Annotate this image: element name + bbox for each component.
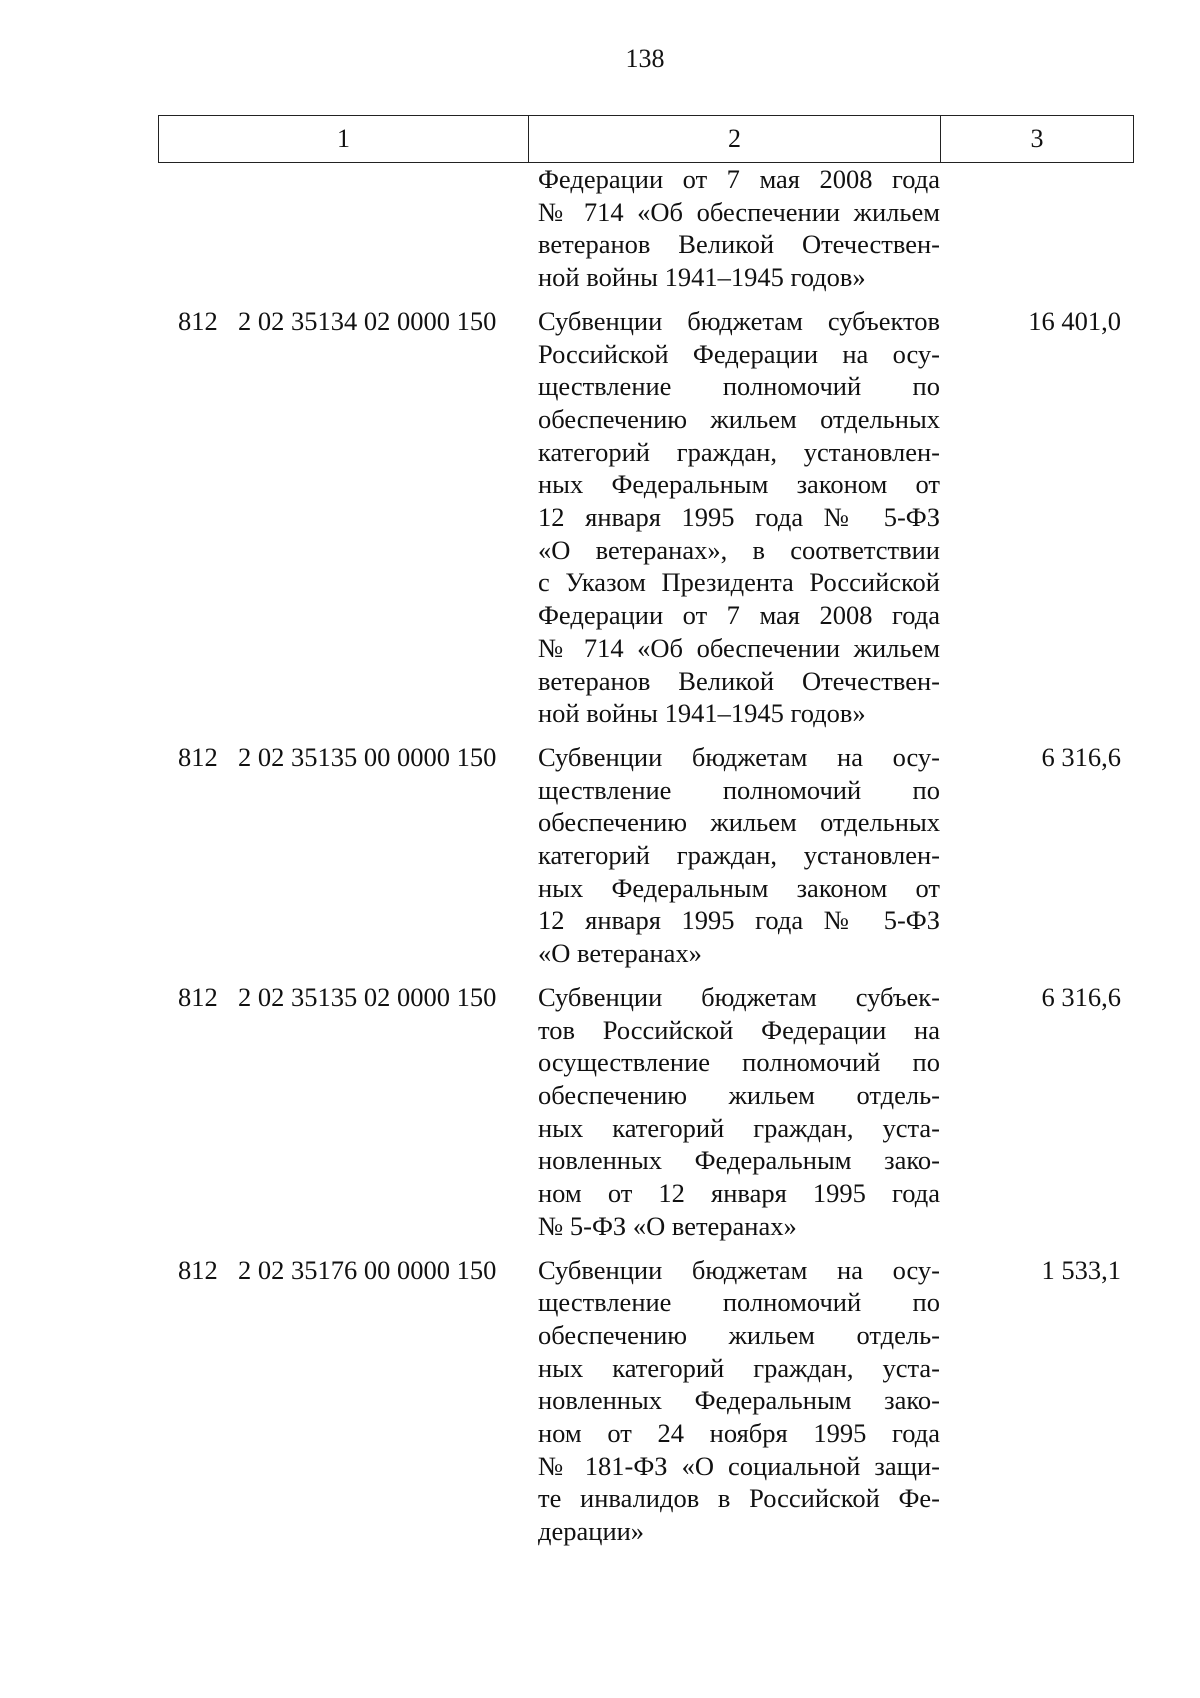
table-row: [158, 1254, 1133, 1548]
revenue-description: [528, 305, 940, 730]
amount: 1 533,1: [1041, 1254, 1121, 1285]
description-line: ных категорий граждан, уста-: [538, 1112, 940, 1143]
table-row: [158, 305, 1133, 730]
description-line: Субвенции бюджетам на осу-: [538, 741, 940, 772]
revenue-description: [528, 741, 940, 970]
description-line: ной войны 1941–1945 годов»: [538, 698, 866, 729]
column-header-table: [158, 115, 1134, 163]
description-line: ветеранов Великой Отечествен-: [538, 665, 940, 696]
description-line: Российской Федерации на осу-: [538, 338, 940, 369]
description-line: № 714 «Об обеспечении жильем: [538, 632, 940, 663]
description-line: ществление полномочий по: [538, 1287, 940, 1318]
budget-classification-code: 2 02 35134 02 0000 150: [238, 305, 497, 336]
description-line: ных категорий граждан, уста-: [538, 1352, 940, 1383]
description-line: № 714 «Об обеспечении жильем: [538, 196, 940, 227]
amount: 16 401,0: [1028, 305, 1121, 336]
description-line: ществление полномочий по: [538, 371, 940, 402]
amount: 6 316,6: [1041, 741, 1121, 772]
description-line: обеспечению жильем отдельных: [538, 807, 940, 838]
budget-rows: [158, 163, 1133, 1559]
description-line: Субвенции бюджетам субъектов: [538, 305, 940, 336]
description-line: Субвенции бюджетам на осу-: [538, 1254, 940, 1285]
page-number: 138: [625, 44, 665, 73]
amount: 6 316,6: [1041, 981, 1121, 1012]
description-line: ном от 12 января 1995 года: [538, 1178, 940, 1209]
description-line: ной войны 1941–1945 годов»: [538, 262, 866, 293]
description-line: № 181-ФЗ «О социальной защи-: [538, 1450, 940, 1481]
admin-code: 812: [178, 741, 218, 772]
description-line: ных Федеральным законом от: [538, 469, 940, 500]
description-line: Федерации от 7 мая 2008 года: [538, 600, 940, 631]
revenue-description: [528, 1254, 940, 1548]
admin-code: 812: [178, 1254, 218, 1285]
column-header-row: [159, 116, 1134, 163]
admin-code: 812: [178, 305, 218, 336]
description-line: обеспечению жильем отдельных: [538, 403, 940, 434]
column-header-2: 2: [529, 116, 941, 163]
table-row: [158, 981, 1133, 1243]
description-line: обеспечению жильем отдель-: [538, 1079, 940, 1110]
admin-code: 812: [178, 981, 218, 1012]
description-line: новленных Федеральным зако-: [538, 1145, 940, 1176]
description-line: ществление полномочий по: [538, 774, 940, 805]
budget-classification-code: 2 02 35135 02 0000 150: [238, 981, 497, 1012]
table-row: [158, 163, 1133, 294]
description-line: Федерации от 7 мая 2008 года: [538, 164, 940, 194]
description-line: дерации»: [538, 1516, 645, 1547]
description-line: категорий граждан, установлен-: [538, 840, 940, 871]
description-line: ном от 24 ноября 1995 года: [538, 1418, 940, 1449]
description-line: обеспечению жильем отдель-: [538, 1319, 940, 1350]
revenue-description: [528, 981, 940, 1243]
description-line: «О ветеранах»: [538, 938, 702, 969]
budget-classification-code: 2 02 35135 00 0000 150: [238, 741, 497, 772]
description-line: категорий граждан, установлен-: [538, 436, 940, 467]
description-line: с Указом Президента Российской: [538, 567, 940, 598]
description-line: новленных Федеральным зако-: [538, 1385, 940, 1416]
column-header-1: 1: [159, 116, 529, 163]
description-line: те инвалидов в Российской Фе-: [538, 1483, 940, 1514]
budget-classification-code: 2 02 35176 00 0000 150: [238, 1254, 497, 1285]
description-line: 12 января 1995 года № 5-ФЗ: [538, 905, 940, 936]
description-line: осуществление полномочий по: [538, 1047, 940, 1078]
description-line: ных Федеральным законом от: [538, 872, 940, 903]
description-line: ветеранов Великой Отечествен-: [538, 229, 940, 260]
description-line: № 5-ФЗ «О ветеранах»: [538, 1210, 797, 1241]
description-line: «О ветеранах», в соответствии: [538, 534, 940, 565]
table-row: [158, 741, 1133, 970]
description-line: тов Российской Федерации на: [538, 1014, 940, 1045]
description-line: Субвенции бюджетам субъек-: [538, 981, 940, 1012]
column-header-3: 3: [941, 116, 1134, 163]
description-line: 12 января 1995 года № 5-ФЗ: [538, 502, 940, 533]
revenue-description: [528, 163, 940, 294]
